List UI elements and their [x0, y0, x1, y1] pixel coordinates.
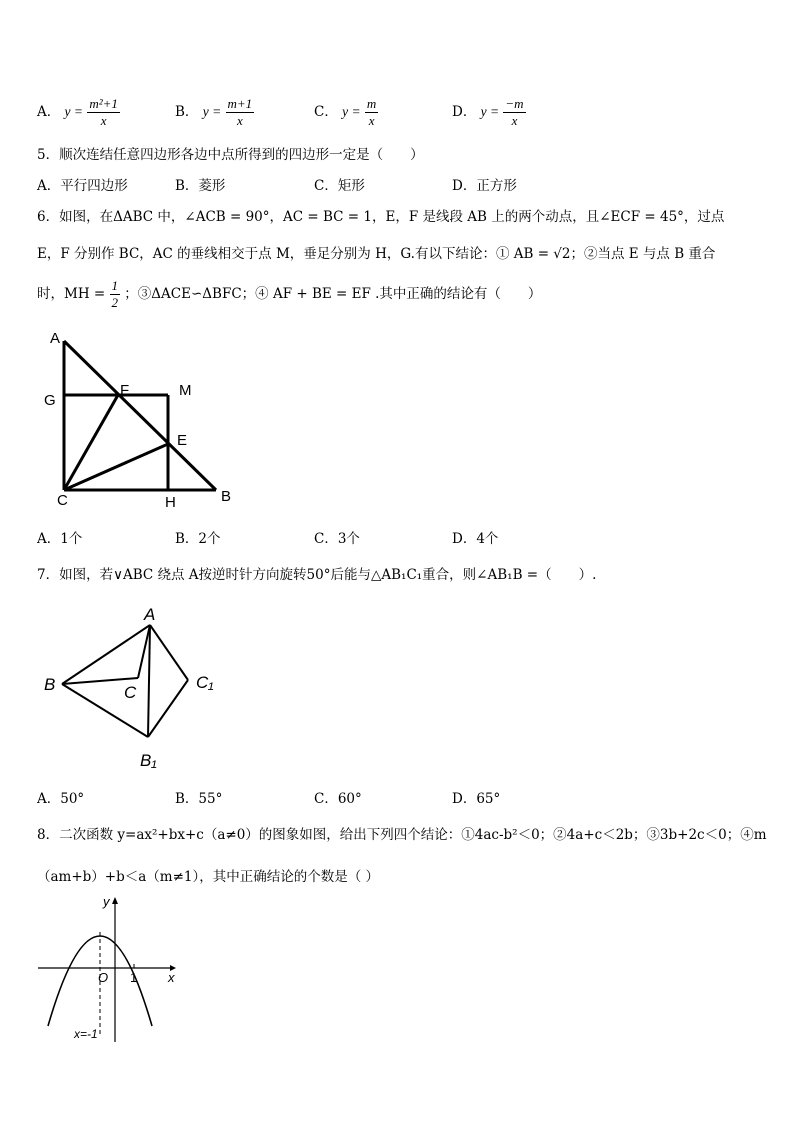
q7-option-c: C．60°	[314, 791, 362, 807]
q6-option-b: B．2个	[175, 531, 221, 547]
q4-option-b	[175, 96, 254, 129]
label-one: 1	[130, 970, 138, 985]
option-letter: B．	[175, 104, 199, 120]
q6-option-a: A．1个	[37, 531, 83, 547]
label-symmetry: x=-1	[74, 1027, 98, 1041]
option-fraction	[87, 96, 120, 129]
option-lhs: y =	[202, 104, 222, 119]
segment-cf	[64, 395, 118, 490]
q4-option-d	[452, 96, 526, 129]
q7-figure	[40, 600, 240, 780]
q5-option-d: D．正方形	[452, 178, 517, 194]
fraction-denominator: x	[368, 113, 375, 128]
side-ac1	[150, 625, 188, 680]
q5-stem: 5．顺次连结任意四边形各边中点所得到的四边形一定是（ ）	[37, 147, 424, 163]
q6-figure	[40, 325, 240, 510]
label-b: B	[221, 488, 232, 505]
q6-stem-line3	[37, 278, 541, 311]
label-origin: O	[98, 970, 109, 985]
label-h: H	[165, 494, 176, 510]
option-letter: D．	[452, 104, 477, 120]
fraction-denominator: x	[236, 113, 243, 128]
side-ab	[64, 341, 216, 490]
label-c: C	[57, 492, 68, 509]
q7-option-d: D．65°	[452, 791, 501, 807]
label-a: A	[144, 605, 156, 624]
label-a: A	[50, 330, 61, 347]
label-b: B	[44, 675, 56, 694]
option-letter: C．	[314, 104, 338, 120]
q8-stem-line2: （am+b）+b＜a（m≠1），其中正确结论的个数是（ ）	[37, 869, 380, 885]
fraction-denominator: x	[511, 113, 518, 128]
q6-line3-end: ；③ΔACE∽ΔBFC；④ AF + BE = EF .其中正确的结论有（ ）	[124, 286, 542, 302]
label-c1: C₁	[196, 673, 214, 692]
label-m: M	[179, 382, 192, 399]
q6-option-c: C．3个	[314, 531, 360, 547]
side-c1b1	[148, 680, 188, 737]
fraction-numerator: 1	[111, 278, 118, 293]
option-letter: A．	[37, 104, 61, 120]
label-b1: B₁	[140, 751, 157, 770]
option-lhs: y =	[342, 104, 361, 119]
q6-fraction	[110, 278, 121, 311]
q5-option-a: A．平行四边形	[37, 178, 128, 194]
label-x: x	[168, 970, 175, 985]
fraction-numerator: m+1	[227, 96, 253, 111]
option-fraction	[503, 96, 525, 129]
label-g: G	[44, 392, 56, 409]
q8-figure	[30, 892, 190, 1052]
q4-option-a	[37, 96, 120, 129]
y-arrow-icon	[112, 897, 118, 904]
fraction-numerator: m	[366, 96, 377, 111]
q6-option-d: D．4个	[452, 531, 499, 547]
option-fraction	[365, 96, 378, 129]
q5-option-b: B．菱形	[175, 178, 226, 194]
side-ab1	[148, 625, 150, 737]
side-ab	[62, 625, 150, 684]
q7-option-b: B．55°	[175, 791, 223, 807]
q8-stem-line1: 8．二次函数 y=ax²+bx+c（a≠0）的图象如图，给出下列四个结论：①4ac-b²＜0；②4a+c＜2b；③3b+2c＜0；④m	[37, 827, 767, 843]
q6-line3-start: 时，MH =	[37, 286, 106, 302]
q4-option-c	[314, 96, 378, 129]
segment-ce	[64, 444, 168, 490]
option-fraction	[226, 96, 255, 129]
q7-stem: 7．如图，若∨ABC 绕点 A按逆时针方向旋转50°后能与△AB₁C₁重合，则∠AB₁B =（ ）.	[37, 567, 597, 583]
option-lhs: y =	[64, 104, 84, 119]
fraction-numerator: −m	[505, 96, 524, 111]
fraction-numerator: m²+1	[89, 96, 118, 111]
label-f: F	[120, 382, 130, 399]
q6-stem-line1: 6．如图，在ΔABC 中，∠ACB = 90°，AC = BC = 1，E，F 是线段 AB 上的两个动点，且∠ECF = 45°，过点	[37, 209, 725, 225]
fraction-denominator: x	[100, 113, 107, 128]
q5-option-c: C．矩形	[314, 178, 365, 194]
label-e: E	[177, 432, 188, 449]
fraction-denominator: 2	[111, 295, 118, 310]
q6-stem-line2: E，F 分别作 BC，AC 的垂线相交于点 M，垂足分别为 H，G.有以下结论：① AB = √2；②当点 E 与点 B 重合	[37, 246, 716, 262]
q7-option-a: A．50°	[37, 791, 85, 807]
option-lhs: y =	[480, 104, 500, 119]
label-c: C	[124, 683, 137, 702]
label-y: y	[103, 894, 110, 909]
